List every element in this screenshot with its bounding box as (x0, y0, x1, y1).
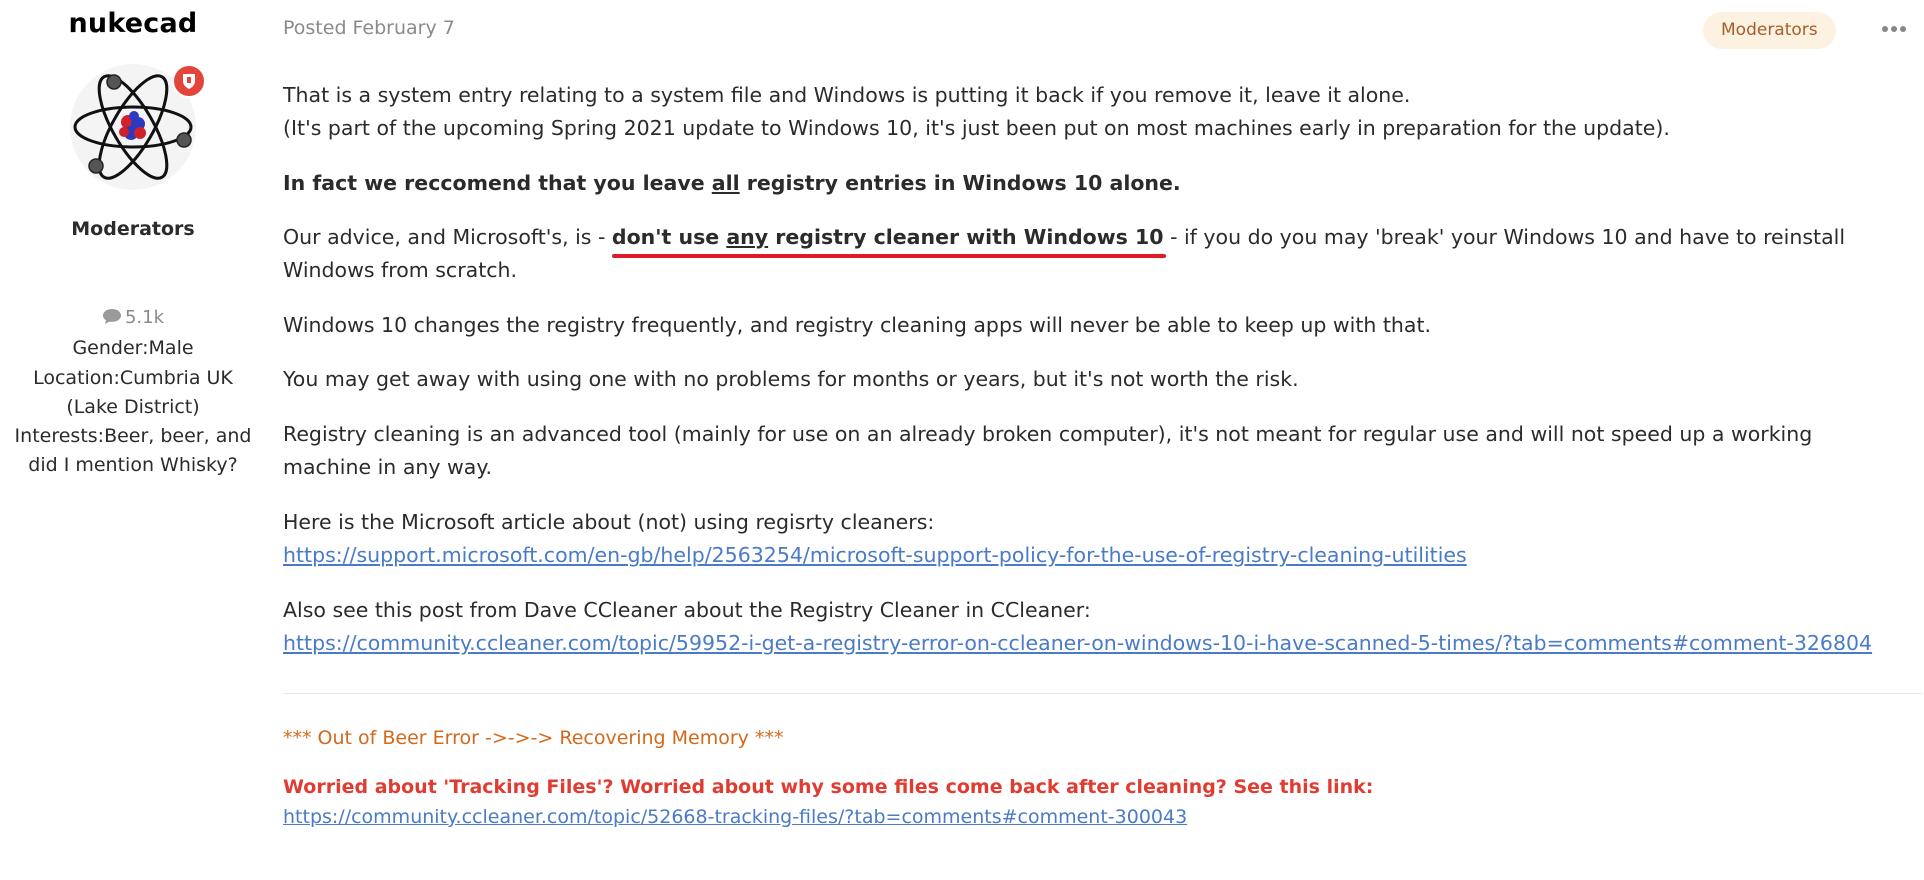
paragraph-1-line-1: That is a system entry relating to a system file and Windows is putting it back if you remove it, leave it alone. (283, 83, 1411, 107)
paragraph-7-text: Here is the Microsoft article about (not) using regisrty cleaners: (283, 510, 935, 534)
group-badge: Moderators (1703, 12, 1836, 49)
signature-line-1: *** Out of Beer Error ->->-> Recovering Memory *** (283, 727, 784, 749)
author-gender: Gender:Male (72, 337, 194, 359)
paragraph-6: Registry cleaning is an advanced tool (mainly for use on an already broken computer), it's not meant for regular use and will not speed up a working machine in any way. (283, 422, 1813, 479)
microsoft-article-link[interactable]: https://support.microsoft.com/en-gb/help/2563254/microsoft-support-policy-for-the-use-of-registry-cleaning-utilities (283, 543, 1467, 567)
paragraph-2 (283, 167, 1903, 200)
paragraph-1-line-2: (It's part of the upcoming Spring 2021 update to Windows 10, it's just been put on most machines early in preparation for the update). (283, 116, 1670, 140)
more-dots-icon[interactable] (1882, 18, 1908, 38)
author-interests: Interests:Beer, beer, and did I mention Whisky? (14, 425, 252, 476)
post-count (0, 307, 266, 328)
paragraph-7 (283, 506, 1903, 572)
signature-line-2: Worried about 'Tracking Files'? Worried about why some files come back after cleaning? See this link: (283, 776, 1374, 798)
post-count-value: 5.1k (124, 307, 165, 328)
paragraph-5: You may get away with using one with no problems for months or years, but it's not worth the risk. (283, 367, 1299, 391)
author-group: Moderators (71, 218, 195, 240)
paragraph-3 (283, 221, 1903, 287)
warning-text-d: registry cleaner with Windows 10 (768, 225, 1164, 249)
ccleaner-post-link[interactable]: https://community.ccleaner.com/topic/59952-i-get-a-registry-error-on-ccleaner-on-windows-10-i-have-scanned-5-times/?tab=comments#comment-326804 (283, 631, 1873, 655)
paragraph-3-text-a: Our advice, and Microsoft's, is - (283, 225, 612, 249)
paragraph-8 (283, 594, 1903, 660)
signature-divider (283, 693, 1923, 694)
comment-icon (102, 308, 122, 325)
paragraph-4: Windows 10 changes the registry frequently, and registry cleaning apps will never be able to keep up with that. (283, 313, 1432, 337)
moderator-shield-icon (172, 64, 206, 98)
paragraph-2-text-c: registry entries in Windows 10 alone. (739, 171, 1181, 195)
paragraph-2-text-a: In fact we reccomend that you leave (283, 171, 712, 195)
warning-text-b: don't use (611, 225, 727, 249)
paragraph-3-text-e: - if you do you may 'break' your Windows 10 and have to reinstall Windows from scratch. (283, 225, 1846, 282)
author-name[interactable]: nukecad (68, 8, 198, 39)
warning-emphasis: any (726, 225, 769, 249)
tracking-files-link[interactable]: https://community.ccleaner.com/topic/52668-tracking-files/?tab=comments#comment-300043 (283, 806, 1188, 828)
post-date[interactable]: Posted February 7 (283, 17, 455, 39)
paragraph-8-text: Also see this post from Dave CCleaner about the Registry Cleaner in CCleaner: (283, 598, 1091, 622)
highlighted-warning (612, 221, 1164, 254)
author-location: Location:Cumbria UK (Lake District) (33, 367, 233, 418)
paragraph-1 (283, 79, 1903, 145)
paragraph-2-emphasis: all (711, 171, 740, 195)
